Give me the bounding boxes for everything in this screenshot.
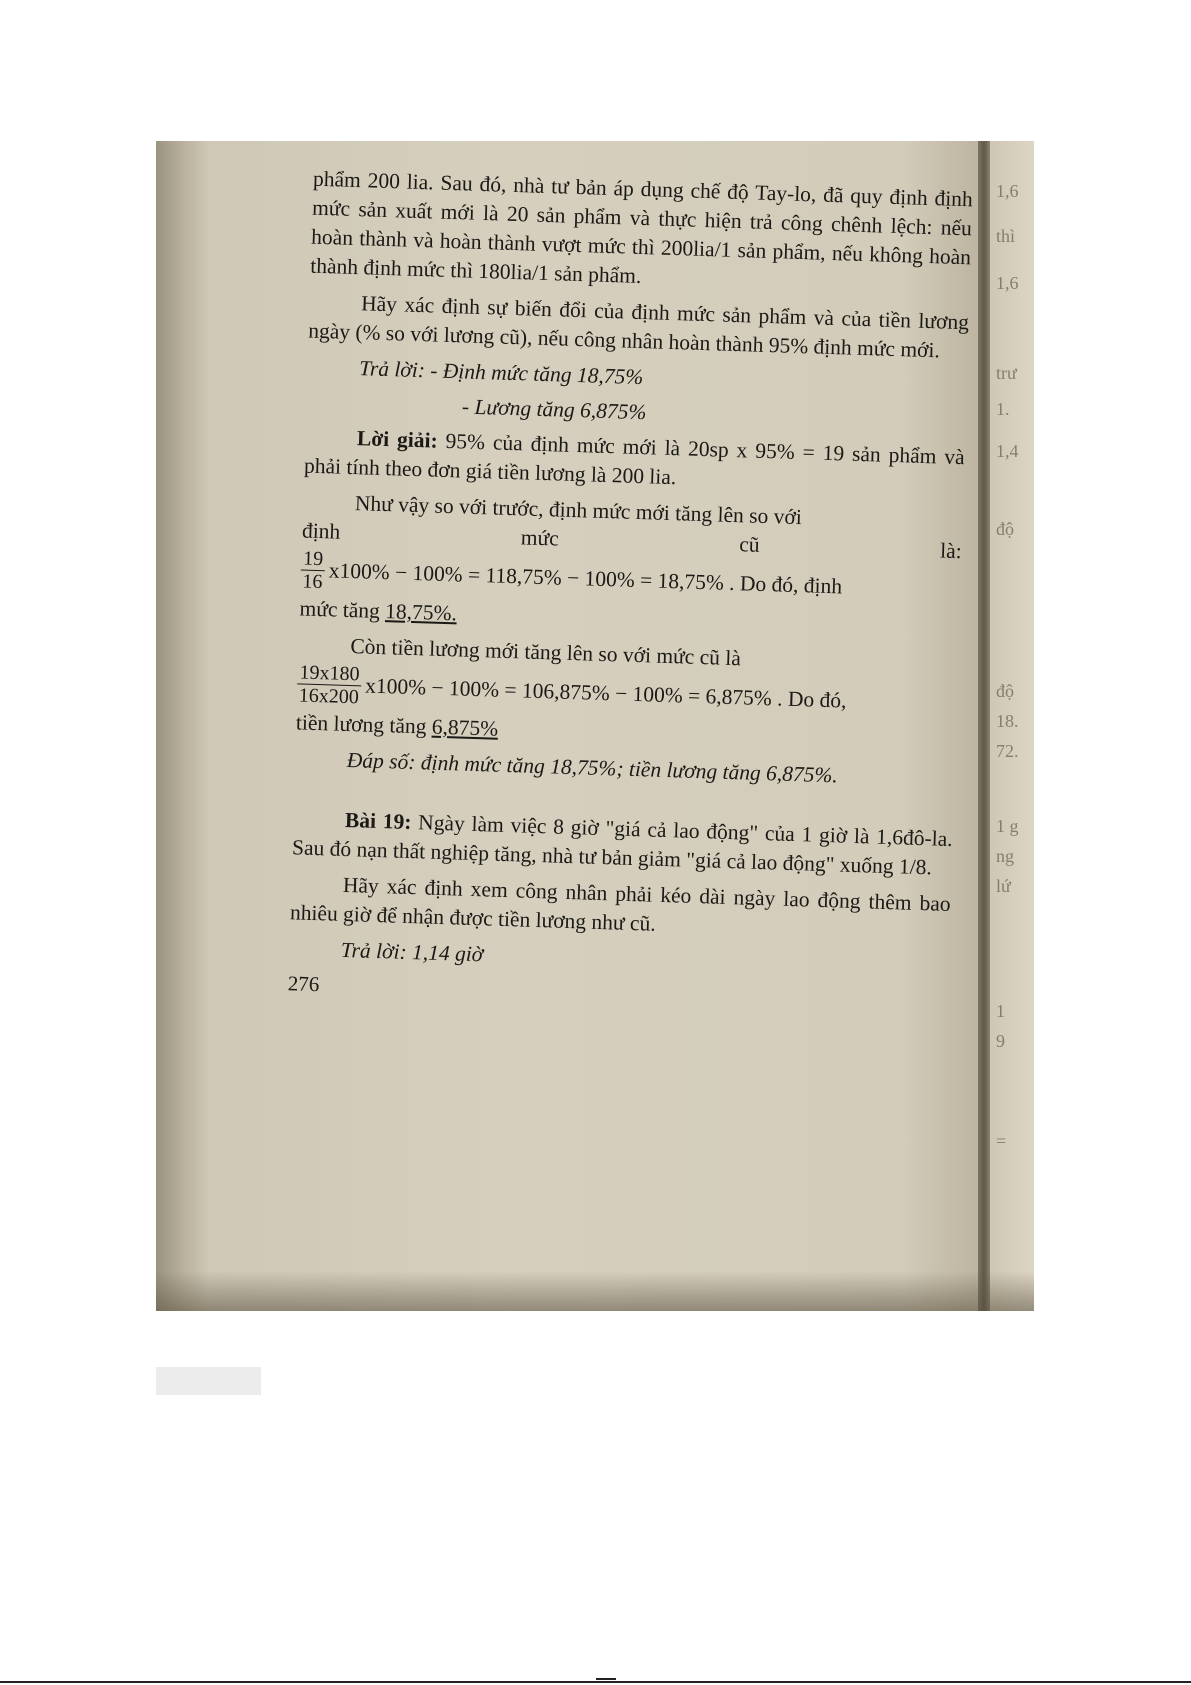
solution-label: Lời giải: [356,426,439,453]
facing-page-fragment: 72. [996,741,1019,761]
book-page [156,141,1034,1311]
result-prefix: tiền lương tăng [295,710,433,739]
book-photo [156,141,1034,1311]
solution-text: 95% của định mức mới là 20sp x 95% = 19 sản phẩm và phải tính theo đơn giá tiền lương là 200 lia. [303,428,966,490]
facing-page-fragment: = [996,1131,1007,1151]
answer-line: Trả lời: 1,14 giờ [340,937,484,967]
result-value: 6,875% [431,714,499,741]
facing-page-fragment: độ [996,681,1014,701]
fraction-denominator: 16x200 [298,684,360,709]
word: cũ [738,532,760,557]
facing-page-fragment: 18. [996,711,1019,731]
facing-page-fragment: 1,4 [996,441,1019,461]
fraction-numerator: 19x180 [297,661,362,686]
bottom-mark [596,1678,616,1680]
solution-paragraph [304,423,965,502]
facing-page-fragment: 1,6 [996,181,1019,201]
facing-page-fragment: ng [996,846,1014,866]
formula-rest: x100% − 100% = 118,75% − 100% = 18,75% . Do đó, định [328,558,843,599]
fraction [300,547,325,593]
facing-page-fragment: trư [996,363,1017,383]
exercise-text: Ngày làm việc 8 giờ "giá cả lao động" của 1 giờ là 1,6đô-la. Sau đó nạn thất nghiệp tăng, nhà tư bản giảm "giá cả lao động" xuống 1/8. [291,810,954,880]
final-answer: Đáp số: định mức tăng 18,75%; tiền lương tăng 6,875%. [346,747,839,788]
fraction [297,661,362,708]
word: mức [520,525,560,551]
paragraph: Như vậy so với trước, định mức mới tăng lên so với [354,491,803,530]
facing-page-fragment: độ [996,519,1014,539]
paragraph: Còn tiền lương mới tăng lên so với mức cũ là [350,634,742,671]
formula-rest: x100% − 100% = 106,875% − 100% = 6,875% . Do đó, [364,673,847,713]
facing-page-fragment: lứ [996,876,1011,896]
paragraph: Hãy xác định xem công nhân phải kéo dài ngày lao động thêm bao nhiêu giờ để nhận được tiền lương như cũ. [289,872,952,936]
fraction-numerator: 19 [301,547,326,571]
page-number: 276 [287,971,320,997]
word: định [301,518,341,544]
fraction-denominator: 16 [302,570,323,594]
facing-page-fragment: 1,6 [996,273,1019,293]
answer-line: - Lương tăng 6,875% [461,394,647,425]
facing-page-fragment: 1 g [996,816,1019,836]
paragraph: phẩm 200 lia. Sau đó, nhà tư bản áp dụng chế độ Tay-lo, đã quy định định mức sản xuất mới là 20 sản phẩm và thực hiện trả công chênh lệch: nếu hoàn thành và hoàn thành vượt mức thì 200lia/1 sản phẩm, nếu không hoàn thành định mức thì 180lia/1 sản phẩm. [309,166,974,288]
bottom-rule [0,1681,1191,1683]
placeholder-box [156,1367,261,1395]
facing-page-fragment: 1. [996,399,1010,419]
result-value: 18,75%. [384,599,458,626]
result-prefix: mức tăng [299,596,386,624]
page-text [287,165,973,1019]
facing-page-fragment: thì [996,226,1016,246]
word: là: [939,538,963,564]
facing-page-fragment: 1 [996,1001,1005,1021]
exercise-label: Bài 19: [344,807,412,835]
facing-page-fragment: 9 [996,1031,1005,1051]
answer-line: Trả lời: - Định mức tăng 18,75% [358,356,644,390]
paragraph: Hãy xác định sự biến đổi của định mức sản phẩm và của tiền lương ngày (% so với lương cũ), nếu công nhân hoàn thành 95% định mức mới. [307,291,970,363]
